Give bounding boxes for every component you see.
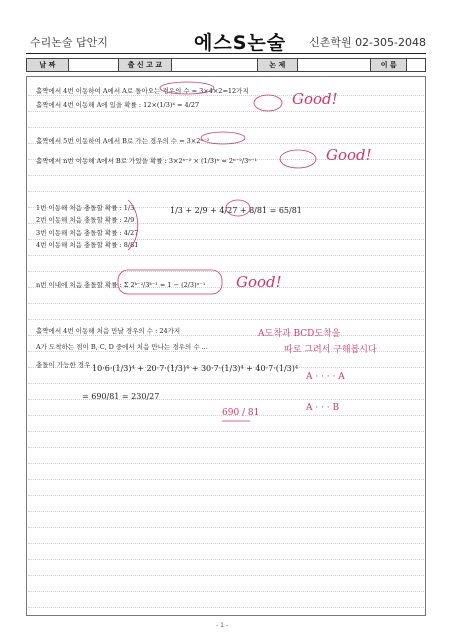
good-mark-3: Good! (236, 273, 282, 291)
answer-line-9: n번 이내에 처음 충돌할 확률 : Σ 2ᵏ⁻²/3ᵏ⁻¹ = 1 − (2/3)ⁿ⁻¹ (36, 281, 206, 289)
name-label: 이 름 (371, 59, 407, 71)
page-number: - 1 - (216, 622, 228, 629)
answer-line-11: A가 도착하는 점이 B, C, D 중에서 처음 만나는 경우의 수 ... (36, 343, 208, 351)
answer-line-4: 홀짝에서 n번 이동해 A에서 B로 가있을 확률 : 3×2ⁿ⁻² × (1/3)ⁿ = 2ⁿ⁻²/3ⁿ⁻¹ (36, 157, 258, 165)
answer-line-5: 1번 이동해 처음 충돌할 확률 : 1/3 (36, 204, 135, 212)
sum-expression: 1/3 + 2/9 + 4/27 + 8/81 = 65/81 (170, 206, 302, 215)
answer-line-2: 홀짝에서 4번 이동해 A에 있을 확률 : 12×(1/3)⁴ = 4/27 (36, 101, 200, 109)
date-label: 날 짜 (27, 59, 69, 71)
circle-answer-5 (226, 200, 250, 216)
answer-line-12: 충돌이 가능한 경우 (36, 361, 91, 369)
answer-line-7: 3번 이동해 처음 충돌할 확률 : 4/27 (36, 229, 139, 237)
teacher-note-2: 따로 그려서 구해봅시다 (284, 345, 377, 355)
answer-line-6: 2번 이동해 처음 충돌할 확률 : 2/9 (36, 216, 135, 224)
circle-answer-3 (201, 132, 245, 144)
bracket-mark (128, 200, 138, 250)
good-mark-2: Good! (326, 146, 372, 164)
good-mark-1: Good! (292, 90, 338, 108)
calc-result: = 690/81 = 230/27 (82, 392, 160, 401)
school-label: 출 신 고 교 (119, 59, 173, 71)
academy-logo-text: 에스S논술 (194, 32, 287, 54)
circle-answer-1 (160, 82, 214, 94)
answer-line-10: 홀짝에서 4번 이동해 처음 만날 경우의 수 : 24가지 (36, 327, 181, 335)
circle-answer-4 (280, 150, 316, 168)
teacher-seq-2: A · · · B (306, 403, 340, 413)
box-answer-6 (118, 270, 222, 294)
circle-answer-2 (254, 95, 282, 111)
topic-label: 논 제 (258, 59, 298, 71)
teacher-note-1: A도착과 BCD도착을 (258, 329, 341, 339)
calc-expression: 10·6·(1/3)⁴ + 20·7·(1/3)⁴ + 30·7·(1/3)⁴ + 40·7·(1/3)⁴ (92, 364, 299, 373)
answer-line-8: 4번 이동해 처음 충돌할 확률 : 8/81 (36, 241, 139, 249)
red-fraction: 690 / 81 (222, 408, 260, 418)
academy-contact: 신촌학원 02-305-2048 (309, 36, 426, 49)
sheet-type-label: 수리논술 답안지 (30, 36, 108, 49)
answer-line-1: 홀짝에서 4번 이동하여 A에서 A로 돌아오는 경우의 수 = 3×4×2=12가지 (36, 87, 249, 95)
answer-line-3: 홀짝에서 5번 이동하여 A에서 B로 가는 경우의 수 = 3×2ⁿ⁻² (36, 137, 210, 145)
teacher-seq-1: A · · · · A (306, 372, 345, 382)
